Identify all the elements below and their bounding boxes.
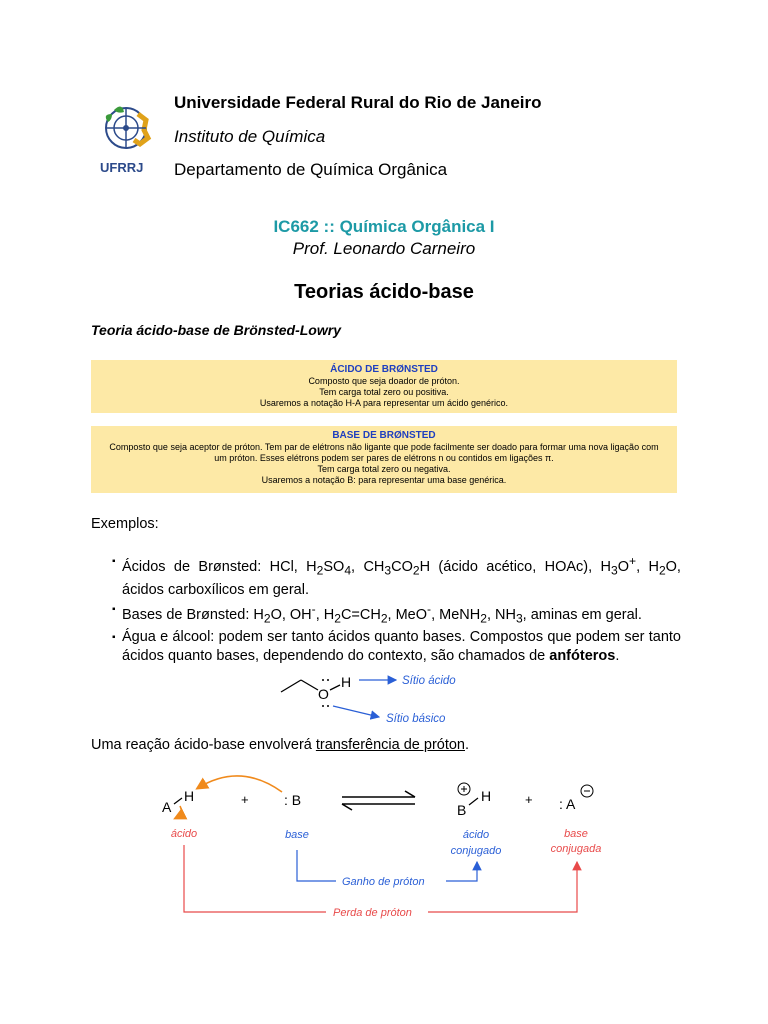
loss-label: Perda de próton	[333, 907, 412, 919]
hydrogen-atom: H	[341, 674, 352, 690]
base-label: base	[285, 829, 309, 841]
base-box-line: Usaremos a notação B: para representar uma base genérica.	[261, 475, 507, 485]
list-item: ▪ Bases de Brønsted: $H_2O$, OH-, $H_2C=CH_2$, MeO-, MeNH$_2$, $NH_3$, aminas em geral.	[91, 600, 681, 629]
institute-name: Instituto de Química	[174, 127, 326, 146]
bases-prefix: Bases de Brønsted:	[122, 606, 250, 623]
loss-arrow	[428, 862, 577, 912]
base-box-line: Tem carga total zero ou negativa.	[317, 464, 451, 474]
period: .	[615, 648, 620, 665]
reaction-scheme	[162, 776, 601, 919]
logo-text: UFRRJ	[100, 160, 144, 175]
atom-b: B	[457, 802, 467, 818]
acid-box-line: Composto que seja doador de próton.	[308, 376, 460, 386]
gain-arrow	[446, 862, 477, 881]
water-text: Água e álcool: podem ser tanto ácidos quanto bases. Compostos que podem ser tanto ácidos quanto bases, dependendo do contexto, são chamados de	[122, 629, 681, 665]
reaction-sentence-suffix: .	[465, 737, 470, 753]
atom-a: A	[162, 799, 172, 815]
gain-label: Ganho de próton	[342, 876, 425, 888]
base-box-line: Composto que seja aceptor de próton. Tem par de elétrons não ligante que pode facilmente ser doado para formar uma nova ligação com um próton. Esses elétrons podem ser pares de elétrons n ou contidos em ligações π.	[109, 442, 659, 463]
atom-h: H	[184, 788, 195, 804]
proton-transfer-term: transferência de próton	[315, 737, 465, 753]
department-name: Departamento de Química Orgânica	[174, 160, 448, 179]
anion-species: : A	[559, 796, 576, 812]
base-box-heading: BASE DE BRØNSTED	[332, 430, 436, 441]
acid-label: ácido	[170, 828, 198, 840]
conj-acid-label: ácido	[462, 829, 490, 841]
ethanol-structure	[281, 674, 456, 725]
course-code: IC662 :: Química Orgânica I	[273, 217, 495, 236]
conj-base-label: conjugada	[550, 843, 602, 855]
acid-site-label: Sítio ácido	[402, 675, 456, 687]
loss-line	[184, 845, 326, 912]
acids-prefix: Ácidos de Brønsted:	[122, 558, 262, 575]
reaction-sentence-prefix: Uma reação ácido-base envolverá	[91, 737, 312, 753]
basic-site-arrow	[333, 706, 379, 717]
plus-sign: +	[525, 792, 533, 807]
acid-box-heading: ÁCIDO DE BRØNSTED	[330, 364, 438, 375]
section-subtitle: Teoria ácido-base de Brönsted-Lowry	[91, 322, 341, 338]
oxygen-atom: O	[318, 686, 329, 702]
base-species: : B	[284, 792, 302, 808]
university-name: Universidade Federal Rural do Rio de Janeiro	[174, 93, 542, 112]
proton-attack-arrow	[198, 776, 282, 792]
professor-name: Prof. Leonardo Carneiro	[292, 239, 476, 258]
atom-h-conj: H	[481, 788, 492, 804]
conj-acid-label: conjugado	[450, 845, 502, 857]
plus-sign: +	[241, 792, 249, 807]
examples-label: Exemplos:	[91, 516, 159, 532]
bond-break-arrow	[176, 806, 181, 818]
acid-box-line: Usaremos a notação H-A para representar um ácido genérico.	[259, 398, 509, 408]
gain-line	[297, 850, 336, 881]
conj-base-label: base	[564, 828, 588, 840]
list-item: ▪ Ácidos de Brønsted: HCl, $H_2SO_4$, $CH_3CO_2H$ (ácido acético, HOAc), $H_3O^+$, $H_2O$, ácidos carboxílicos em geral.	[91, 552, 681, 600]
acid-box-line: Tem carga total zero ou positiva.	[319, 387, 449, 397]
page-title: Teorias ácido-base	[294, 281, 474, 303]
amphoteric-term: anfóteros	[549, 648, 616, 665]
basic-site-label: Sítio básico	[386, 713, 446, 725]
